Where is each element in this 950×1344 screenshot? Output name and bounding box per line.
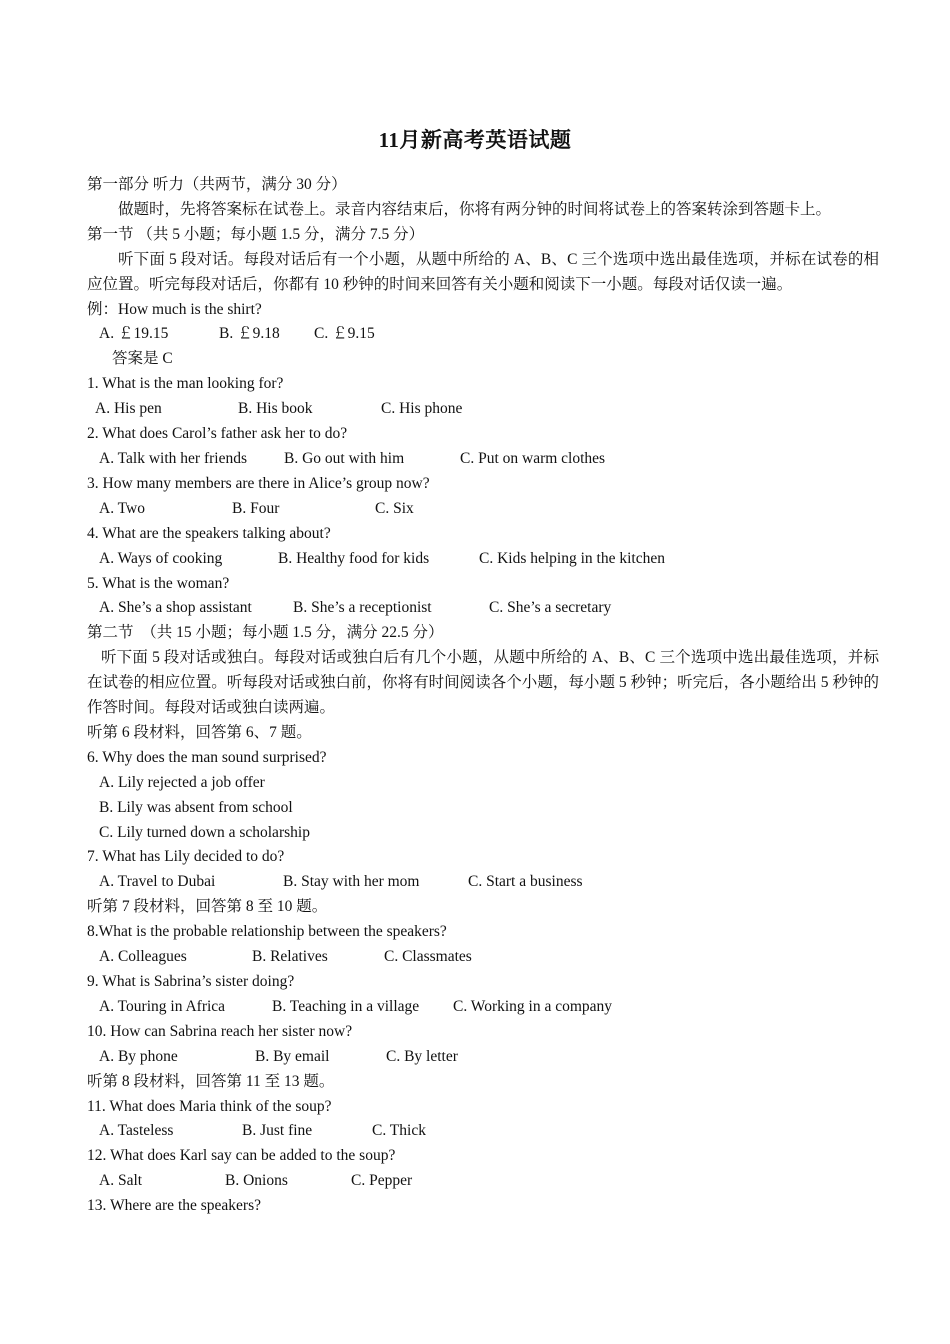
- option-b: B. She’s a receptionist: [293, 599, 432, 617]
- option-b: B. His book: [238, 400, 313, 418]
- question-1-options: [87, 397, 879, 422]
- option-a: A. Two: [99, 499, 145, 517]
- option-a: A. Tasteless: [99, 1122, 174, 1140]
- option-a: A. By phone: [99, 1047, 178, 1065]
- question-7: 7. What has Lily decided to do?: [87, 848, 285, 866]
- option-b: B. Onions: [225, 1172, 288, 1190]
- option-a: A. Travel to Dubai: [99, 873, 216, 891]
- option-a: A. Lily rejected a job offer: [99, 773, 265, 791]
- material-8-heading: 听第 8 段材料，回答第 11 至 13 题。: [87, 1072, 335, 1090]
- question-3-options: [87, 497, 879, 522]
- section2-heading: 第二节 （共 15 小题；每小题 1.5 分，满分 22.5 分）: [87, 624, 444, 642]
- option-c: C. Thick: [372, 1122, 426, 1140]
- question-8-options: [87, 945, 879, 970]
- option-a: A. Talk with her friends: [99, 449, 247, 467]
- question-13: 13. Where are the speakers?: [87, 1197, 261, 1215]
- question-12-options: [87, 1169, 879, 1194]
- option-a: A. Colleagues: [99, 948, 187, 966]
- example-answer: 答案是 C: [112, 350, 173, 368]
- option-a: A. Salt: [99, 1172, 143, 1190]
- option-c: C. Kids helping in the kitchen: [479, 549, 665, 567]
- question-5: 5. What is the woman?: [87, 574, 230, 592]
- part1-heading: 第一部分 听力（共两节，满分 30 分）: [87, 176, 347, 193]
- question-10-options: [87, 1045, 879, 1070]
- option-c: C. Put on warm clothes: [460, 449, 606, 467]
- option-a: A. ￡19.15: [99, 325, 169, 343]
- question-7-options: [87, 870, 879, 895]
- option-b: B. By email: [255, 1047, 330, 1065]
- option-b: B. Lily was absent from school: [99, 798, 293, 816]
- question-4-options: [87, 547, 879, 572]
- question-6: 6. Why does the man sound surprised?: [87, 748, 327, 766]
- option-a: A. She’s a shop assistant: [99, 599, 252, 617]
- option-b: B. Teaching in a village: [272, 997, 420, 1015]
- question-1: 1. What is the man looking for?: [87, 375, 284, 393]
- option-b: B. Go out with him: [284, 449, 405, 467]
- option-b: B. Relatives: [252, 948, 328, 966]
- question-11: 11. What does Maria think of the soup?: [87, 1097, 332, 1115]
- question-12: 12. What does Karl say can be added to the soup?: [87, 1147, 396, 1165]
- option-b: B. Stay with her mom: [283, 873, 420, 891]
- section1-heading: 第一节 （共 5 小题；每小题 1.5 分，满分 7.5 分）: [87, 225, 425, 243]
- option-a: A. His pen: [95, 400, 162, 418]
- question-8: 8.What is the probable relationship between the speakers?: [87, 923, 447, 941]
- option-c: C. Classmates: [384, 948, 472, 966]
- option-c: C. Lily turned down a scholarship: [99, 823, 310, 841]
- option-b: B. Just fine: [242, 1122, 313, 1140]
- material-6-heading: 听第 6 段材料，回答第 6、7 题。: [87, 723, 312, 741]
- option-c: C. ￡9.15: [314, 325, 375, 343]
- option-c: C. By letter: [386, 1047, 458, 1065]
- question-5-options: [87, 596, 879, 621]
- section1-instruction: 听下面 5 段对话。每段对话后有一个小题，从题中所给的 A、B、C 三个选项中选出最佳选项，并标在试卷的相应位置。听完每段对话后，你都有 10 秒钟的时间来回答有关小题和阅读下一小题。每段对话仅读一遍。: [87, 250, 879, 293]
- material-7-heading: 听第 7 段材料，回答第 8 至 10 题。: [87, 898, 328, 916]
- option-c: C. His phone: [381, 400, 463, 418]
- question-9: 9. What is Sabrina’s sister doing?: [87, 973, 295, 990]
- option-a: A. Ways of cooking: [99, 549, 223, 567]
- option-b: B. Healthy food for kids: [278, 549, 430, 567]
- question-9-options: [87, 995, 879, 1020]
- example-options: [87, 322, 879, 347]
- part1-instruction: 做题时，先将答案标在试卷上。录音内容结束后，你将有两分钟的时间将试卷上的答案转涂到答题卡上。: [118, 200, 832, 218]
- section2-instruction: 听下面 5 段对话或独白。每段对话或独白后有几个小题，从题中所给的 A、B、C 三个选项中选出最佳选项，并标在试卷的相应位置。听每段对话或独白前，你将有时间阅读各个小题，每小题 5 秒钟；听完后，各小题给出 5 秒钟的作答时间。每段对话或独白读两遍。: [87, 649, 879, 717]
- example-question: 例：How much is the shirt?: [87, 300, 262, 318]
- question-3: 3. How many members are there in Alice’s group now?: [87, 474, 430, 492]
- page-title: 11月新高考英语试题: [378, 128, 572, 152]
- option-b: B. Four: [232, 499, 280, 517]
- question-2-options: [87, 447, 879, 472]
- option-c: C. Six: [375, 499, 414, 517]
- option-c: C. She’s a secretary: [489, 599, 612, 617]
- option-c: C. Start a business: [468, 873, 583, 891]
- option-c: C. Working in a company: [453, 997, 613, 1015]
- question-10: 10. How can Sabrina reach her sister now?: [87, 1022, 353, 1040]
- option-c: C. Pepper: [351, 1172, 413, 1190]
- exam-body: [87, 173, 879, 1219]
- question-2: 2. What does Carol’s father ask her to do?: [87, 425, 348, 443]
- option-b: B. ￡9.18: [219, 325, 280, 343]
- question-11-options: [87, 1119, 879, 1144]
- question-4: 4. What are the speakers talking about?: [87, 524, 331, 542]
- option-a: A. Touring in Africa: [99, 997, 226, 1015]
